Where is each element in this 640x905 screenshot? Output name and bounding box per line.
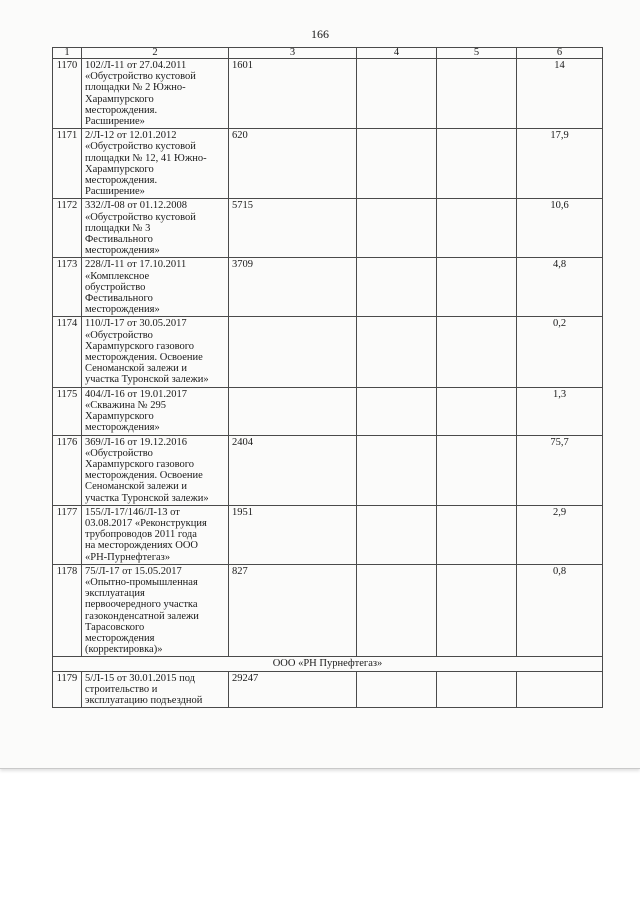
row-col3: 827 (229, 564, 357, 657)
row-col6: 0,2 (517, 317, 603, 387)
col-header-1: 1 (53, 48, 82, 59)
row-col4 (357, 435, 437, 505)
row-description: 332/Л-08 от 01.12.2008 «Обустройство кустовой площадки № 3 Фестивального месторождения» (82, 199, 229, 258)
row-description: 228/Л-11 от 17.10.2011 «Комплексное обустройство Фестивального месторождения» (82, 258, 229, 317)
table-row (53, 258, 603, 317)
row-id: 1171 (53, 129, 82, 199)
table-row (53, 317, 603, 387)
row-col4 (357, 258, 437, 317)
row-col5 (437, 129, 517, 199)
row-col5 (437, 258, 517, 317)
row-description: 155/Л-17/146/Л-13 от 03.08.2017 «Реконструкция трубопроводов 2011 года на месторождениях ООО «РН-Пурнефтегаз» (82, 505, 229, 564)
table-row (53, 199, 603, 258)
row-col6: 75,7 (517, 435, 603, 505)
table-row (53, 671, 603, 708)
row-description: 369/Л-16 от 19.12.2016 «Обустройство Харампурского газового месторождения. Освоение Сеноманской залежи и участка Туронской залежи» (82, 435, 229, 505)
row-col6: 0,8 (517, 564, 603, 657)
row-description: 102/Л-11 от 27.04.2011 «Обустройство кустовой площадки № 2 Южно- Харампурского месторождения. Расширение» (82, 59, 229, 129)
row-col4 (357, 59, 437, 129)
row-col4 (357, 564, 437, 657)
row-col5 (437, 59, 517, 129)
row-col5 (437, 564, 517, 657)
table-row (53, 435, 603, 505)
row-col6: 2,9 (517, 505, 603, 564)
row-col6: 1,3 (517, 387, 603, 435)
row-col5 (437, 435, 517, 505)
row-col3 (229, 317, 357, 387)
row-col6: 4,8 (517, 258, 603, 317)
row-col4 (357, 387, 437, 435)
row-id: 1176 (53, 435, 82, 505)
col-header-6: 6 (517, 48, 603, 59)
row-description: 75/Л-17 от 15.05.2017 «Опытно-промышленная эксплуатация первоочередного участка газоконденсатной залежи Тарасовского месторождения (корректировка)» (82, 564, 229, 657)
table-row (53, 505, 603, 564)
row-id: 1177 (53, 505, 82, 564)
row-col6: 17,9 (517, 129, 603, 199)
table-row (53, 129, 603, 199)
row-col5 (437, 317, 517, 387)
row-col4 (357, 199, 437, 258)
col-header-4: 4 (357, 48, 437, 59)
row-col5 (437, 387, 517, 435)
row-col3: 2404 (229, 435, 357, 505)
row-id: 1175 (53, 387, 82, 435)
org-row (53, 657, 603, 671)
row-col6: 10,6 (517, 199, 603, 258)
row-description: 110/Л-17 от 30.05.2017 «Обустройство Харампурского газового месторождения. Освоение Сеноманской залежи и участка Туронской залежи» (82, 317, 229, 387)
header-row (53, 48, 603, 59)
row-col6: 14 (517, 59, 603, 129)
row-id: 1173 (53, 258, 82, 317)
page-number: 166 (311, 27, 329, 41)
row-col5 (437, 505, 517, 564)
row-col4 (357, 671, 437, 708)
row-col3: 29247 (229, 671, 357, 708)
row-col6 (517, 671, 603, 708)
row-id: 1170 (53, 59, 82, 129)
org-name: ООО «РН Пурнефтегаз» (53, 657, 603, 671)
row-col5 (437, 199, 517, 258)
row-description: 404/Л-16 от 19.01.2017 «Скважина № 295 Харампурского месторождения» (82, 387, 229, 435)
row-id: 1178 (53, 564, 82, 657)
row-col5 (437, 671, 517, 708)
row-col3: 620 (229, 129, 357, 199)
row-col4 (357, 129, 437, 199)
row-id: 1172 (53, 199, 82, 258)
col-header-3: 3 (229, 48, 357, 59)
row-id: 1174 (53, 317, 82, 387)
row-col3: 3709 (229, 258, 357, 317)
col-header-5: 5 (437, 48, 517, 59)
row-col4 (357, 505, 437, 564)
row-description: 2/Л-12 от 12.01.2012 «Обустройство кустовой площадки № 12, 41 Южно- Харампурского месторождения. Расширение» (82, 129, 229, 199)
table-row (53, 564, 603, 657)
row-col3 (229, 387, 357, 435)
row-col4 (357, 317, 437, 387)
row-col3: 5715 (229, 199, 357, 258)
register-table (52, 47, 603, 708)
row-id: 1179 (53, 671, 82, 708)
table-row (53, 59, 603, 129)
row-col3: 1951 (229, 505, 357, 564)
table-row (53, 387, 603, 435)
col-header-2: 2 (82, 48, 229, 59)
row-description: 5/Л-15 от 30.01.2015 под строительство и эксплуатацию подъездной (82, 671, 229, 708)
row-col3: 1601 (229, 59, 357, 129)
